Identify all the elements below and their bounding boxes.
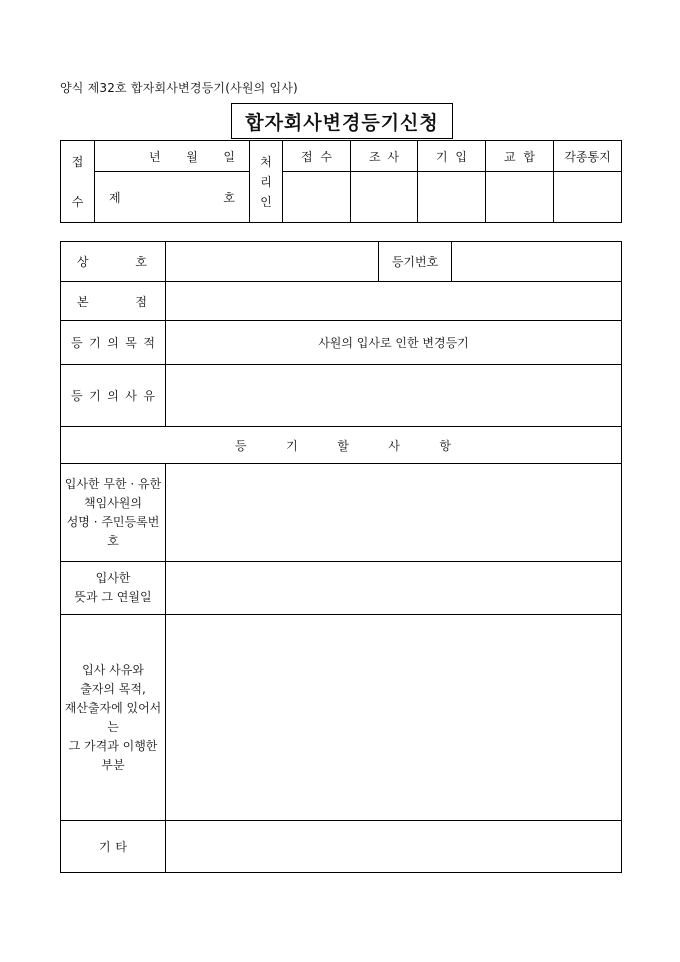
join-field[interactable]: [166, 562, 622, 615]
label-char: 점: [135, 294, 147, 309]
label-char: 상: [77, 255, 89, 269]
registration-number-field[interactable]: [452, 242, 622, 282]
process-char: 리: [260, 174, 272, 189]
col-char: 기: [436, 149, 448, 164]
label-line: 책임사원의: [84, 495, 142, 510]
receipt-table: [60, 140, 622, 223]
section-char: 기: [286, 438, 298, 453]
label-char: 기: [89, 389, 101, 403]
label-line: 부분: [101, 757, 125, 772]
date-month-label: 월: [186, 149, 198, 164]
label-char: 호: [135, 255, 147, 269]
receipt-side-label: [61, 141, 95, 223]
purpose-field[interactable]: 사원의 입사로 인한 변경등기: [166, 321, 622, 365]
label-char: 목: [125, 336, 137, 350]
section-title: [61, 427, 622, 464]
label-line: 입사한: [95, 571, 131, 585]
stamp-cell-notices[interactable]: [554, 172, 622, 223]
receipt-side-char: 수: [71, 194, 84, 209]
col-char: 교: [504, 149, 516, 164]
receipt-number-cell[interactable]: [95, 172, 250, 223]
receipt-side-char: 접: [71, 154, 84, 169]
label-char: 타: [115, 840, 127, 854]
col-char: 수: [320, 149, 332, 164]
head-office-field[interactable]: [166, 282, 622, 321]
reason-label: [61, 365, 166, 427]
partner-field[interactable]: [166, 464, 622, 562]
contribution-label: [61, 615, 166, 821]
etc-label: [61, 821, 166, 873]
col-label: 각종통지: [564, 149, 611, 164]
join-label: [61, 562, 166, 615]
process-char: 인: [260, 194, 272, 209]
label-line: 재산출자에 있어서는: [64, 700, 162, 734]
application-table: [60, 241, 622, 873]
process-char: 처: [260, 154, 272, 169]
label-line: 성명 · 주민등록번호: [66, 514, 160, 548]
label-line: 그 가격과 이행한: [68, 738, 158, 753]
registration-number-label: 등기번호: [379, 242, 452, 282]
col-header-collation: [486, 141, 554, 172]
reason-field[interactable]: [166, 365, 622, 427]
date-year-label: 년: [149, 149, 161, 164]
label-char: 등: [71, 389, 83, 403]
label-char: 등: [71, 336, 83, 350]
col-char: 합: [523, 149, 535, 164]
label-char: 본: [77, 294, 89, 309]
section-char: 사: [388, 438, 400, 453]
form-title: 합자회사변경등기신청: [231, 103, 453, 139]
receipt-date-cell[interactable]: [95, 141, 250, 172]
col-header-review: [351, 141, 418, 172]
section-char: 할: [337, 438, 349, 453]
partner-label: [61, 464, 166, 562]
etc-field[interactable]: [166, 821, 622, 873]
date-day-label: 일: [223, 149, 235, 164]
label-char: 기: [99, 840, 111, 854]
label-char: 의: [107, 336, 119, 350]
stamp-cell-receipt[interactable]: [283, 172, 351, 223]
label-char: 기: [89, 336, 101, 350]
process-label: [250, 141, 283, 223]
col-char: 조: [369, 149, 381, 164]
col-char: 접: [301, 149, 313, 164]
label-char: 의: [107, 389, 119, 403]
purpose-label: [61, 321, 166, 365]
form-code: 양식 제32호 합자회사변경등기(사원의 입사): [60, 81, 298, 95]
col-header-notices: [554, 141, 622, 172]
label-line: 입사 사유와: [82, 662, 144, 677]
number-suffix-label: 호: [223, 190, 235, 205]
company-name-label: [61, 242, 166, 282]
label-char: 적: [143, 336, 155, 350]
label-char: 사: [125, 389, 137, 403]
col-char: 사: [387, 149, 399, 164]
label-char: 유: [143, 389, 155, 403]
section-char: 등: [235, 438, 247, 453]
number-prefix-label: 제: [109, 190, 121, 205]
col-header-entry: [418, 141, 486, 172]
section-char: 항: [439, 438, 451, 453]
label-line: 뜻과 그 연월일: [74, 590, 152, 604]
contribution-field[interactable]: [166, 615, 622, 821]
stamp-cell-collation[interactable]: [486, 172, 554, 223]
label-line: 입사한 무한 · 유한: [64, 476, 162, 491]
stamp-cell-entry[interactable]: [418, 172, 486, 223]
col-char: 입: [455, 149, 467, 164]
col-header-receipt: [283, 141, 351, 172]
head-office-label: [61, 282, 166, 321]
label-line: 출자의 목적,: [80, 681, 146, 696]
stamp-cell-review[interactable]: [351, 172, 418, 223]
company-name-field[interactable]: [166, 242, 379, 282]
